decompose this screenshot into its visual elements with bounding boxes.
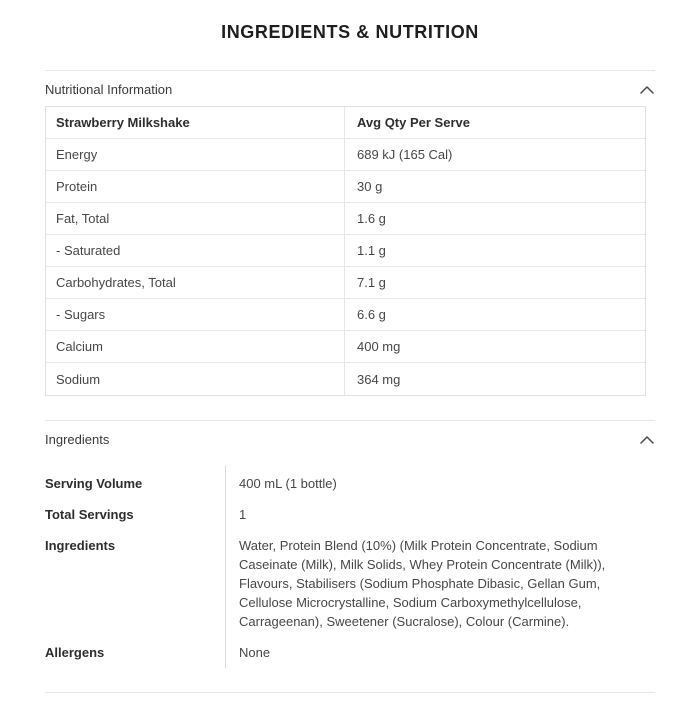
table-header-product: Strawberry Milkshake [56,115,190,130]
ingredients-section-title: Ingredients [45,432,110,447]
nutrient-value: 7.1 g [344,267,645,298]
nutrient-label: Fat, Total [56,211,110,226]
nutrition-accordion-header[interactable] [45,70,655,106]
table-row [46,299,645,331]
list-item [45,499,655,530]
detail-label: Allergens [45,645,105,660]
detail-value [225,530,655,637]
detail-label: Ingredients [45,538,116,553]
chevron-up-icon[interactable] [639,434,655,446]
table-row [46,235,645,267]
ingredients-section [45,420,655,693]
detail-value-text: None [239,645,271,660]
detail-value [225,637,655,668]
bottom-divider [45,692,655,693]
table-header-row [46,107,645,139]
detail-value [225,466,655,499]
ingredients-accordion-header[interactable] [45,420,655,456]
table-row [46,171,645,203]
ingredients-detail-list [45,466,655,668]
page-title: INGREDIENTS & NUTRITION [221,22,479,42]
nutrient-value: 1.1 g [344,235,645,266]
nutrient-value: 1.6 g [344,203,645,234]
nutrient-label: Calcium [56,339,103,354]
detail-value [225,499,655,530]
nutrient-label: Sodium [56,371,101,387]
content-container [45,70,655,693]
detail-label: Serving Volume [45,476,143,491]
detail-value-text: 1 [239,507,247,522]
detail-value-text: 400 mL (1 bottle) [239,476,337,491]
nutrient-value: 689 kJ (165 Cal) [344,139,645,170]
chevron-up-icon[interactable] [639,84,655,96]
nutrient-value: 364 mg [344,363,645,395]
table-row [46,267,645,299]
table-row [46,203,645,235]
list-item [45,637,655,668]
nutrient-value: 400 mg [344,331,645,362]
detail-label: Total Servings [45,507,134,522]
list-item [45,530,655,637]
table-row [46,331,645,363]
nutrient-label: - Saturated [56,243,121,258]
nutrient-value: 30 g [344,171,645,202]
nutrition-table [45,106,646,396]
nutrient-label: - Sugars [56,307,106,322]
ingredients-nutrition-page [0,22,700,693]
detail-value-text: Water, Protein Blend (10%) (Milk Protein Concentrate, Sodium Caseinate (Milk), Milk Solids, Whey Protein Concentrate (Milk)), Flavours, Stabilisers (Sodium Phosphate Dibasic, Gellan Gum, Cellulose Microcrystalline, Sodium Carboxymethylcellulose, Carrageenan), Sweetener (Sucralose), Colour (Carmine). [239,538,606,629]
nutrition-section [45,70,655,396]
nutrient-label: Energy [56,147,98,162]
table-row [46,139,645,171]
table-row [46,363,645,395]
nutrient-value: 6.6 g [344,299,645,330]
table-header-qty: Avg Qty Per Serve [344,107,645,138]
nutrient-label: Protein [56,179,98,194]
nutrition-section-title: Nutritional Information [45,82,173,97]
nutrient-label: Carbohydrates, Total [56,275,176,290]
list-item [45,466,655,499]
